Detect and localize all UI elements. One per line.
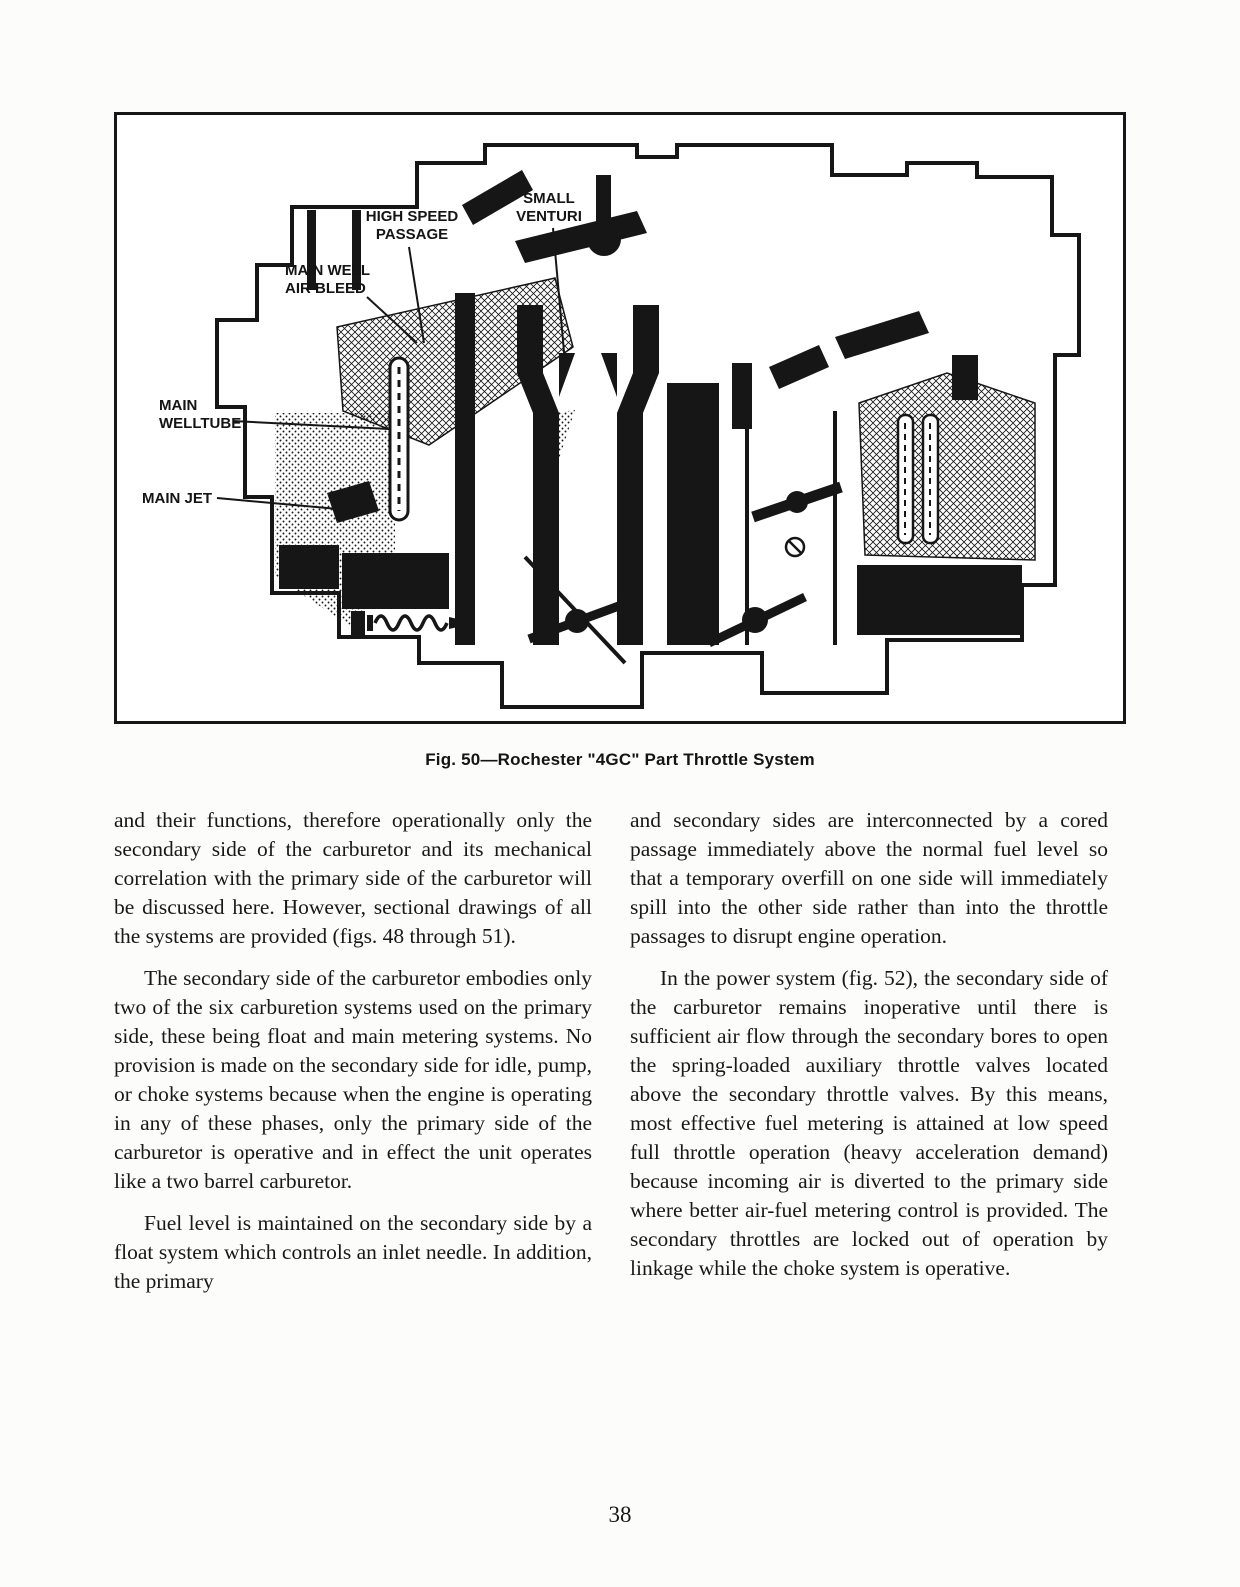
label-small-venturi-line2: VENTURI xyxy=(516,208,582,225)
label-high-speed-passage-line1: HIGH SPEED xyxy=(365,208,459,225)
paragraph: and their functions, therefore operationally only the secondary side of the carburetor and its mechanical correlation with the primary side of the carburetor will be discussed here. However, sectional drawings of all the systems are provided (figs. 48 through 51). xyxy=(114,808,592,948)
label-main-well-air-bleed-line2: AIR BLEED xyxy=(285,280,366,297)
label-main-welltube-line1: MAIN xyxy=(159,397,198,414)
main-welltube-shape xyxy=(390,358,408,520)
left-column xyxy=(114,806,592,1309)
paragraph: In the power system (fig. 52), the secondary side of the carburetor remains inoperative until there is sufficient air flow through the secondary bores to open the spring-loaded auxiliary throttle valves located above the secondary throttle valves. By this means, most effective fuel metering is attained at low speed full throttle operation (heavy acceleration demand) because incoming air is diverted to the primary side where better air-fuel metering control is provided. The secondary throttles are locked out of operation by linkage while the choke system is operative. xyxy=(630,966,1108,1280)
label-main-jet: MAIN JET xyxy=(142,490,213,507)
page-number: 38 xyxy=(608,1502,632,1527)
figure-caption: Fig. 50—Rochester "4GC" Part Throttle System xyxy=(425,750,815,769)
paragraph: and secondary sides are interconnected by a cored passage immediately above the normal fuel level so that a temporary overfill on one side will immediately spill into the other side rather than into the throttle passages to disrupt engine operation. xyxy=(630,808,1108,948)
label-main-well-air-bleed-line1: MAIN WELL xyxy=(285,262,370,279)
label-main-welltube-line2: WELLTUBE xyxy=(159,415,242,432)
label-high-speed-passage-line2: PASSAGE xyxy=(375,226,449,243)
paragraph: Fuel level is maintained on the secondary side by a float system which controls an inlet needle. In addition, the primary xyxy=(114,1211,592,1293)
right-column xyxy=(630,806,1108,1296)
figure-50-carburetor-diagram xyxy=(114,112,1126,724)
carburetor-cross-section xyxy=(117,115,1123,721)
paragraph: The secondary side of the carburetor embodies only two of the six carburetion systems used on the primary side, these being float and main metering systems. No provision is made on the secondary side for idle, pump, or choke systems because when the engine is operating in any of these phases, only the primary side of the carburetor is operative and in effect the unit operates like a two barrel carburetor. xyxy=(114,966,592,1193)
label-small-venturi-line1: SMALL xyxy=(523,190,575,207)
